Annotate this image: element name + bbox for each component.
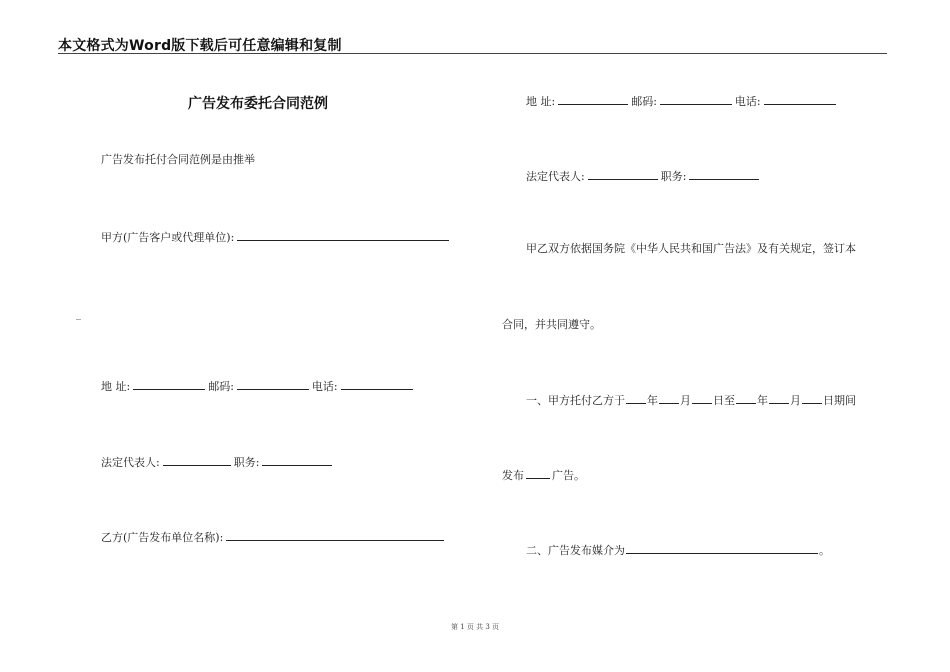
clause-1-prefix: 一、甲方托付乙方于 — [526, 394, 625, 407]
start-day-blank — [692, 392, 712, 404]
ad-suffix: 广告。 — [552, 469, 585, 482]
party-b-label: 乙方(广告发布单位名称): — [101, 531, 224, 544]
clause-2-prefix: 二、广告发布媒介为 — [526, 544, 625, 557]
party-a-line — [101, 229, 452, 245]
address-label: 地 址: — [526, 95, 556, 108]
document-title: 广告发布委托合同范例 — [188, 96, 328, 112]
clause-2-line — [526, 542, 830, 558]
publish-line — [502, 467, 585, 483]
basis-line-2: 合同，并共同遵守。 — [502, 318, 601, 331]
party-b-line — [101, 529, 447, 545]
legal-rep-blank — [588, 168, 658, 180]
postcode-blank — [237, 378, 309, 390]
year-label: 年 — [757, 394, 768, 407]
publish-content-blank — [526, 467, 550, 479]
phone-label: 电话: — [311, 380, 338, 393]
phone-label: 电话: — [734, 95, 761, 108]
postcode-label: 邮码: — [208, 380, 234, 393]
day-to-label: 日至 — [713, 394, 735, 407]
month-label: 月 — [680, 394, 691, 407]
party-b-blank — [226, 529, 444, 541]
intro-line: 广告发布托付合同范例是由推举 — [101, 153, 255, 166]
position-blank — [262, 454, 332, 466]
header-divider — [58, 53, 887, 54]
day-period-label: 日期间 — [823, 394, 856, 407]
address-blank — [133, 378, 205, 390]
address-label: 地 址: — [101, 380, 131, 393]
position-label: 职务: — [233, 456, 260, 469]
end-month-blank — [769, 392, 789, 404]
media-blank — [626, 542, 818, 554]
legal-rep-line-left — [101, 454, 335, 470]
position-label: 职务: — [660, 170, 687, 183]
legal-rep-label: 法定代表人: — [526, 170, 585, 183]
phone-blank — [764, 93, 836, 105]
start-year-blank — [626, 392, 646, 404]
address-line-left — [101, 378, 416, 394]
month-label: 月 — [790, 394, 801, 407]
clause-1-line — [526, 392, 856, 408]
legal-rep-label: 法定代表人: — [101, 456, 160, 469]
address-line-right — [526, 93, 839, 109]
period-mark: 。 — [819, 544, 830, 557]
party-a-blank — [237, 229, 449, 241]
year-label: 年 — [647, 394, 658, 407]
end-day-blank — [802, 392, 822, 404]
start-month-blank — [659, 392, 679, 404]
address-blank — [558, 93, 628, 105]
page-footer: 第 1 页 共 3 页 — [450, 623, 500, 631]
postcode-blank — [660, 93, 732, 105]
basis-line-1: 甲乙双方依据国务院《中华人民共和国广告法》及有关规定，签订本 — [526, 242, 856, 255]
end-year-blank — [736, 392, 756, 404]
page-header: 本文格式为Word版下载后可任意编辑和复制 — [58, 38, 342, 54]
postcode-label: 邮码: — [631, 95, 657, 108]
legal-rep-blank — [163, 454, 231, 466]
publish-label: 发布 — [502, 469, 524, 482]
phone-blank — [341, 378, 413, 390]
party-a-label: 甲方(广告客户或代理单位): — [101, 231, 235, 244]
legal-rep-line-right — [526, 168, 762, 184]
stray-mark: _ — [76, 309, 81, 320]
position-blank — [689, 168, 759, 180]
